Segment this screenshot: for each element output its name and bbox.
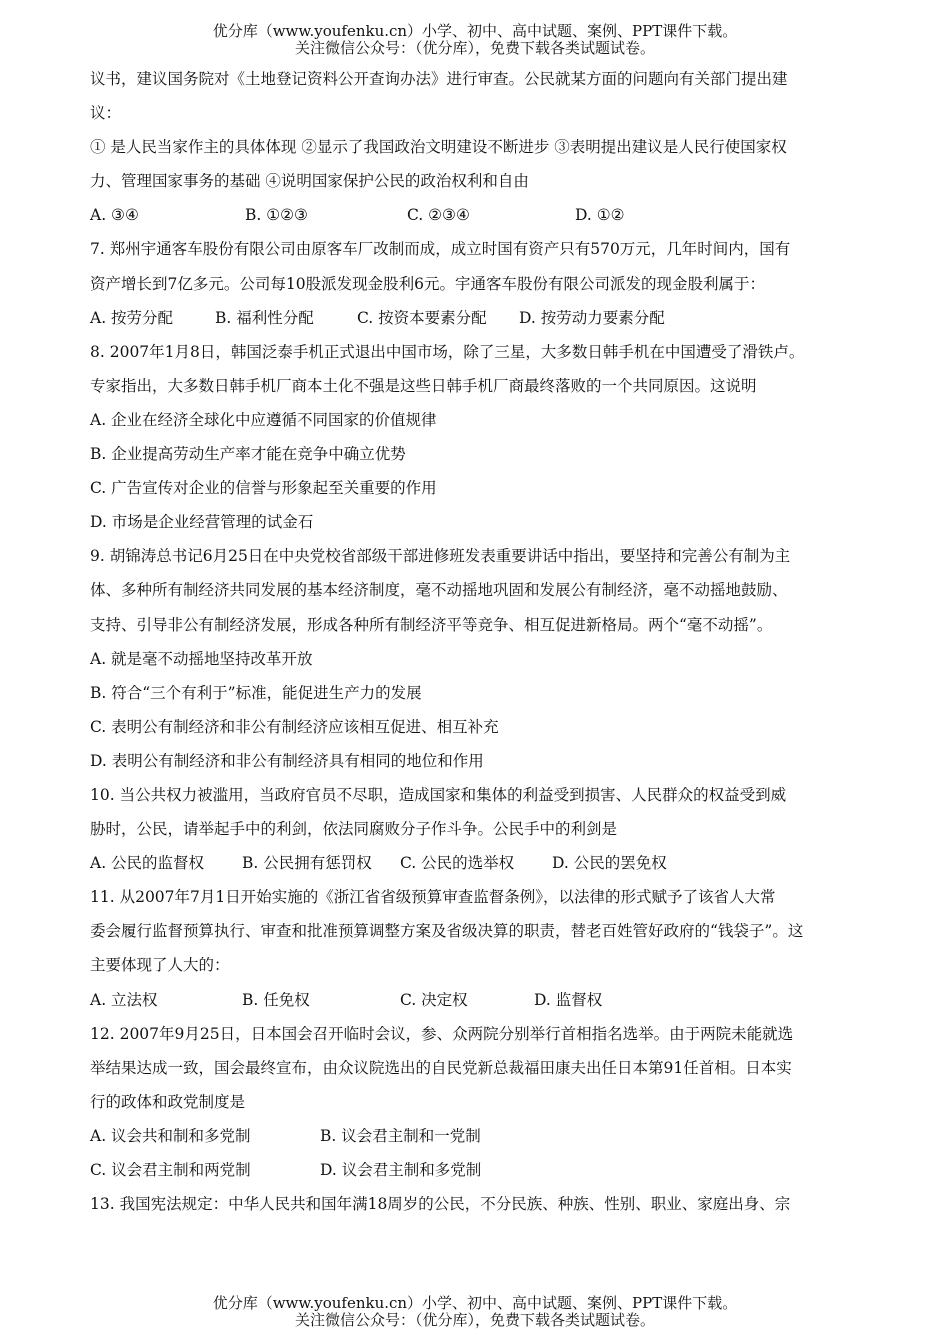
q6-statements-line-1: ① 是人民当家作主的具体体现 ②显示了我国政治文明建设不断进步 ③表明提出建议是人民行使国家权 [90, 138, 787, 157]
q7-option-c: C. 按资本要素分配 [357, 308, 487, 327]
q10-option-d: D. 公民的罢免权 [552, 854, 667, 873]
q9-stem-line-2: 体、多种所有制经济共同发展的基本经济制度，毫不动摇地巩固和发展公有制经济，毫不动摇地鼓励、 [90, 581, 788, 600]
q7-stem-line-2: 资产增长到7亿多元。公司每10股派发现金股利6元。宇通客车股份有限公司派发的现金股利属于： [90, 274, 765, 293]
q8-stem-line-2: 专家指出，大多数日韩手机厂商本土化不强是这些日韩手机厂商最终落败的一个共同原因。这说明 [90, 376, 757, 395]
q6-stem-line-2: 议： [90, 104, 122, 123]
q8-option-c: C. 广告宣传对企业的信誉与形象起至关重要的作用 [90, 479, 437, 498]
q9-option-b: B. 符合“三个有利于”标准，能促进生产力的发展 [90, 683, 422, 702]
q9-option-a: A. 就是毫不动摇地坚持改革开放 [90, 649, 313, 668]
q6-option-c: C. ②③④ [407, 206, 470, 225]
page-footer [0, 1295, 950, 1329]
q11-option-c: C. 决定权 [400, 990, 468, 1009]
q8-option-b: B. 企业提高劳动生产率才能在竞争中确立优势 [90, 445, 406, 464]
q12-stem-line-1: 12. 2007年9月25日，日本国会召开临时会议，参、众两院分别举行首相指名选举。由于两院未能就选 [90, 1024, 794, 1043]
q12-option-c: C. 议会君主制和两党制 [90, 1161, 251, 1179]
q7-options [90, 301, 890, 335]
document-body [90, 62, 890, 1221]
footer-line-2: 关注微信公众号：（优分库），免费下载各类试题试卷。 [294, 1311, 655, 1329]
q8-stem-line-1: 8. 2007年1月8日，韩国泛泰手机正式退出中国市场，除了三星，大多数日韩手机在中国遭受了滑铁卢。 [90, 342, 805, 361]
q11-stem-line-3: 主要体现了人大的： [90, 956, 230, 975]
q10-option-c: C. 公民的选举权 [400, 854, 515, 873]
q9-stem-line-1: 9. 胡锦涛总书记6月25日在中央党校省部级干部进修班发表重要讲话中指出，要坚持和完善公有制为主 [90, 547, 791, 566]
q12-stem-line-3: 行的政体和政党制度是 [90, 1092, 246, 1111]
header-line-1: 优分库（www.youfenku.cn）小学、初中、高中试题、案例、PPT课件下载。 [212, 22, 738, 40]
q13-stem-line-1: 13. 我国宪法规定：中华人民共和国年满18周岁的公民，不分民族、种族、性别、职业、家庭出身、宗 [90, 1195, 791, 1214]
q10-stem-line-2: 胁时，公民，请举起手中的利剑，依法同腐败分子作斗争。公民手中的利剑是 [90, 820, 618, 839]
q11-stem-line-1: 11. 从2007年7月1日开始实施的《浙江省省级预算审查监督条例》，以法律的形式赋予了该省人大常 [90, 888, 776, 907]
q9-stem-line-3: 支持、引导非公有制经济发展，形成各种所有制经济平等竞争、相互促进新格局。两个“毫不动摇”。 [90, 615, 773, 634]
q6-option-d: D. ①② [575, 206, 625, 225]
q10-options [90, 846, 890, 880]
q8-option-d: D. 市场是企业经营管理的试金石 [90, 513, 314, 532]
q11-options [90, 983, 890, 1017]
footer-line-1: 优分库（www.youfenku.cn）小学、初中、高中试题、案例、PPT课件下载。 [212, 1294, 738, 1312]
q12-options-row-2 [90, 1153, 890, 1187]
q11-option-a: A. 立法权 [90, 990, 158, 1009]
q6-statements-line-2: 力、管理国家事务的基础 ④说明国家保护公民的政治权利和自由 [90, 172, 529, 191]
q6-options [90, 198, 890, 232]
q6-stem-line-1: 议书，建议国务院对《土地登记资料公开查询办法》进行审查。公民就某方面的问题向有关部门提出建 [90, 70, 788, 88]
q9-option-d: D. 表明公有制经济和非公有制经济具有相同的地位和作用 [90, 751, 484, 770]
page-header [0, 23, 950, 57]
q12-option-d: D. 议会君主制和多党制 [320, 1161, 482, 1179]
q10-option-a: A. 公民的监督权 [90, 854, 205, 873]
q12-option-b: B. 议会君主制和一党制 [320, 1126, 481, 1145]
q11-stem-line-2: 委会履行监督预算执行、审查和批准预算调整方案及省级决算的职责，替老百姓管好政府的“钱袋子”。这 [90, 922, 804, 941]
q6-option-b: B. ①②③ [245, 206, 308, 225]
q6-option-a: A. ③④ [90, 206, 139, 225]
q11-option-d: D. 监督权 [534, 990, 603, 1009]
q8-option-a: A. 企业在经济全球化中应遵循不同国家的价值规律 [90, 410, 437, 429]
q12-option-a: A. 议会共和制和多党制 [90, 1126, 251, 1145]
header-line-2: 关注微信公众号：（优分库），免费下载各类试题试卷。 [294, 39, 655, 57]
q12-stem-line-2: 举结果达成一致，国会最终宣布，由众议院选出的自民党新总裁福田康夫出任日本第91任首相。日本实 [90, 1058, 792, 1077]
q11-option-b: B. 任免权 [242, 990, 310, 1009]
q7-stem-line-1: 7. 郑州宇通客车股份有限公司由原客车厂改制而成，成立时国有资产只有570万元，几年时间内，国有 [90, 240, 791, 259]
q10-option-b: B. 公民拥有惩罚权 [242, 854, 372, 873]
q7-option-b: B. 福利性分配 [215, 308, 314, 327]
q9-option-c: C. 表明公有制经济和非公有制经济应该相互促进、相互补充 [90, 717, 499, 736]
q7-option-a: A. 按劳分配 [90, 308, 174, 327]
q7-option-d: D. 按劳动力要素分配 [519, 308, 665, 327]
q10-stem-line-1: 10. 当公共权力被滥用，当政府官员不尽职，造成国家和集体的利益受到损害、人民群众的权益受到威 [90, 785, 787, 804]
q12-options-row-1 [90, 1119, 890, 1153]
